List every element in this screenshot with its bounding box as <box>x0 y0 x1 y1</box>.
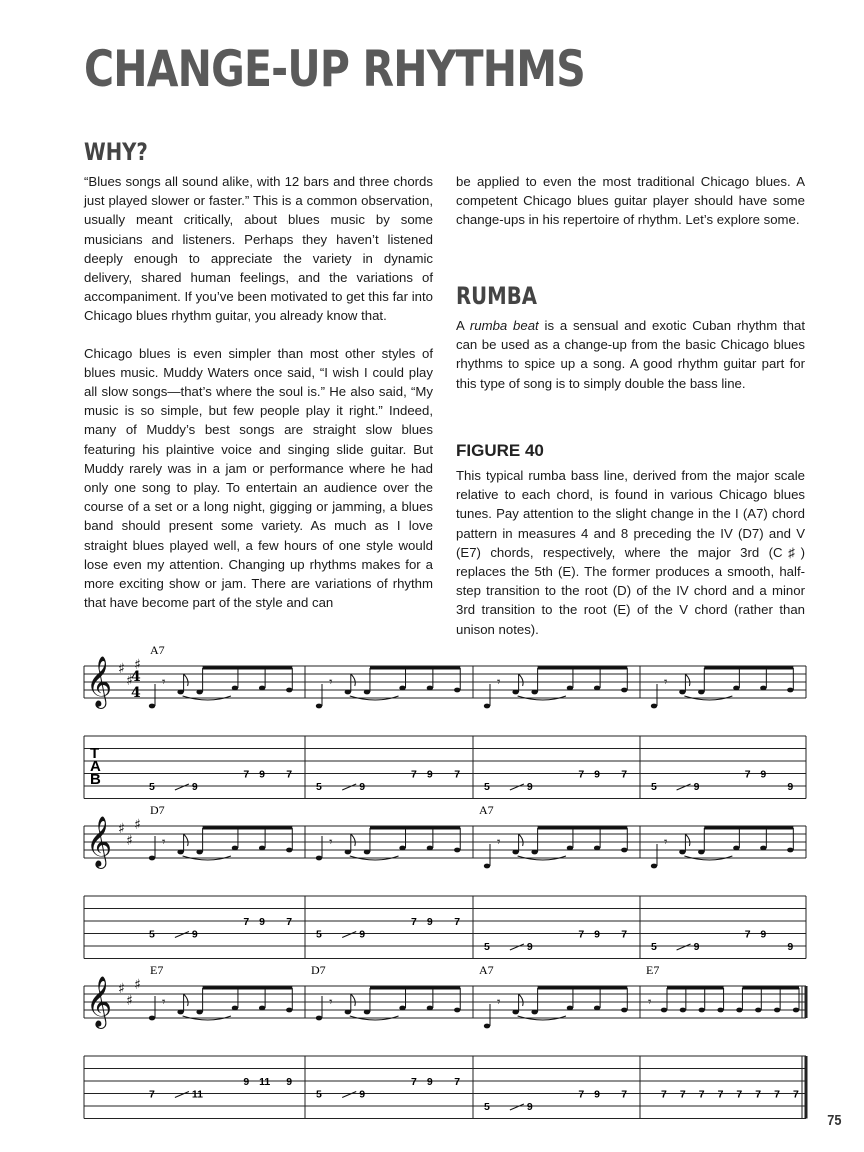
sharp-icon: ♯ <box>118 821 125 837</box>
tab-fret: 7 <box>411 1076 417 1088</box>
tab-fret: 9 <box>787 781 794 793</box>
eighth-rest-icon: 𝄾 <box>497 675 501 690</box>
tab-fret: 7 <box>774 1088 780 1101</box>
tab-fret: 5 <box>651 941 657 953</box>
chord-symbol: E7 <box>150 963 164 977</box>
tab-fret: 7 <box>578 768 585 781</box>
note-head <box>774 1008 780 1013</box>
note-head <box>259 846 265 851</box>
rumba-beat-term: rumba beat <box>469 318 539 333</box>
tab-fret: 9 <box>594 768 600 781</box>
eighth-rest-icon: 𝄾 <box>663 675 668 690</box>
note-head <box>232 846 238 851</box>
note-head <box>399 686 405 691</box>
chord-symbol: D7 <box>311 963 326 977</box>
tab-fret: 5 <box>316 1088 322 1101</box>
tab-fret: 7 <box>744 928 751 941</box>
eighth-rest-icon: 𝄾 <box>162 675 166 690</box>
sharp-icon: ♯ <box>134 817 141 833</box>
tab-fret: 7 <box>621 768 628 781</box>
slide-line <box>342 932 356 938</box>
tab-fret: 5 <box>484 941 490 953</box>
slide-line <box>677 944 691 950</box>
eighth-rest-icon: 𝄾 <box>497 995 501 1010</box>
note-head <box>196 850 202 855</box>
note-head <box>484 704 490 709</box>
sharp-icon: ♯ <box>126 993 133 1009</box>
note-head <box>316 856 322 861</box>
note-head <box>512 1010 518 1015</box>
note-flag <box>184 834 189 846</box>
note-flag <box>519 834 524 846</box>
tab-fret: 7 <box>454 768 461 781</box>
eighth-rest-icon: 𝄾 <box>648 995 652 1010</box>
tab-fret: 7 <box>621 1088 628 1101</box>
tab-fret: 9 <box>760 768 767 781</box>
slide-line <box>510 784 524 790</box>
slide-line <box>510 1104 524 1110</box>
note-head <box>177 690 183 695</box>
tab-fret: 7 <box>286 916 293 928</box>
note-head <box>733 846 739 851</box>
rumba-heading: RUMBA <box>456 282 537 310</box>
tab-letter: T <box>90 745 100 762</box>
chord-symbol: D7 <box>150 803 165 817</box>
tab-fret: 9 <box>526 781 533 793</box>
note-head <box>594 1006 600 1011</box>
note-head <box>679 850 685 855</box>
note-head <box>679 690 685 695</box>
tab-fret: 7 <box>243 768 250 781</box>
time-signature-top: 4 <box>131 669 141 685</box>
tab-fret: 9 <box>526 1101 533 1113</box>
tab-fret: 5 <box>484 1101 490 1113</box>
tab-fret: 9 <box>259 768 265 781</box>
sharp-icon: ♯ <box>118 661 125 677</box>
note-head <box>454 1008 460 1013</box>
tab-fret: 5 <box>484 781 490 793</box>
tab-fret: 9 <box>359 928 366 941</box>
note-head <box>454 688 460 693</box>
note-head <box>787 688 793 693</box>
note-head <box>286 1008 292 1013</box>
note-head <box>316 704 322 709</box>
note-head <box>149 1016 155 1021</box>
tab-fret: 7 <box>717 1088 724 1101</box>
note-head <box>345 850 351 855</box>
page-number: 75 <box>827 1112 842 1129</box>
slide-line <box>342 1092 356 1098</box>
tab-fret: 9 <box>594 1088 600 1101</box>
treble-clef-icon: 𝄞 <box>86 976 113 1027</box>
tab-fret: 9 <box>359 781 366 793</box>
note-head <box>567 846 573 851</box>
note-head <box>621 688 627 693</box>
slide-line <box>175 1092 189 1098</box>
tab-fret: 5 <box>316 781 322 793</box>
note-head <box>755 1008 761 1013</box>
note-head <box>484 1024 490 1029</box>
slide-line <box>175 932 189 938</box>
note-head <box>512 690 518 695</box>
treble-clef-icon: 𝄞 <box>86 816 113 867</box>
note-head <box>698 850 704 855</box>
note-head <box>594 686 600 691</box>
tab-fret: 9 <box>693 941 700 953</box>
tab-fret: 7 <box>578 928 585 941</box>
note-head <box>484 864 490 869</box>
note-head <box>651 864 657 869</box>
rumba-text-post: is a sensual and exotic Cuban rhythm that can be used as a change-up from the basic Chicago blues rhythms to spice up a song. A good rhythm guitar part for this type of song is to simply double the bass line. <box>456 318 805 391</box>
tab-fret: 5 <box>149 928 155 941</box>
tab-fret: 7 <box>679 1088 686 1101</box>
sharp-icon: ♯ <box>126 833 133 849</box>
note-head <box>567 1006 573 1011</box>
tab-fret: 7 <box>243 916 250 928</box>
note-head <box>594 846 600 851</box>
tab-fret: 9 <box>787 941 794 953</box>
eighth-rest-icon: 𝄾 <box>329 995 333 1010</box>
note-head <box>149 704 155 709</box>
tab-fret: 7 <box>621 928 628 941</box>
note-flag <box>184 994 189 1006</box>
note-head <box>736 1008 742 1013</box>
tab-fret: 9 <box>760 928 767 941</box>
note-head <box>232 1006 238 1011</box>
eighth-rest-icon: 𝄾 <box>329 835 333 850</box>
figure-paragraph: This typical rumba bass line, derived from the major scale relative to each chord, is found in various Chicago blues tunes. Pay attention to the slight change in the I (A7) chord pattern in measures 4 and 8 preceding the IV (D7) and V (E7) chords, respectively, where the major 3rd (C♯) replaces the 5th (E). The former produces a smooth, half-step transition to the root (D) of the IV chord and a minor 3rd transition to the root (E) of the V chord (rather than unison notes). <box>456 468 805 637</box>
eighth-rest-icon: 𝄾 <box>497 835 501 850</box>
note-head <box>232 686 238 691</box>
note-head <box>286 848 292 853</box>
note-head <box>427 1006 433 1011</box>
slide-line <box>175 784 189 790</box>
note-head <box>399 846 405 851</box>
eighth-rest-icon: 𝄾 <box>162 995 166 1010</box>
note-flag <box>519 674 524 686</box>
note-head <box>364 850 370 855</box>
note-head <box>364 690 370 695</box>
note-head <box>427 686 433 691</box>
tab-fret: 9 <box>286 1076 293 1088</box>
tab-fret: 11 <box>191 1088 204 1101</box>
sharp-icon: ♯ <box>134 977 141 993</box>
note-head <box>661 1008 667 1013</box>
why-paragraph-1: “Blues songs all sound alike, with 12 bars and three chords just played slower or faster.” This is a common observation, usually meant critically, about blues music by some musicians and listeners. Perhaps they haven’t listened deeply enough to appreciate the variety in dynamic delivery, shared human feelings, and the variations of accompaniment. If you’ve been motivated to get this far into Chicago blues rhythm guitar, you already know that. <box>84 174 433 324</box>
note-head <box>651 704 657 709</box>
note-head <box>733 686 739 691</box>
note-head <box>512 850 518 855</box>
slide-line <box>510 944 524 950</box>
tab-fret: 7 <box>755 1088 762 1101</box>
eighth-rest-icon: 𝄾 <box>162 835 166 850</box>
tab-fret: 9 <box>259 916 265 928</box>
note-head <box>680 1008 686 1013</box>
tab-fret: 9 <box>426 916 433 928</box>
note-head <box>621 848 627 853</box>
note-head <box>399 1006 405 1011</box>
tab-fret: 9 <box>693 781 700 793</box>
tab-fret: 9 <box>359 1088 366 1101</box>
note-flag <box>685 674 690 686</box>
note-head <box>454 848 460 853</box>
note-head <box>787 848 793 853</box>
note-head <box>259 686 265 691</box>
tab-fret: 7 <box>411 768 417 781</box>
tab-fret: 9 <box>426 1076 433 1088</box>
note-flag <box>351 994 356 1006</box>
note-flag <box>685 834 690 846</box>
note-head <box>177 850 183 855</box>
note-flag <box>184 674 189 686</box>
rumba-text-pre: A <box>456 318 470 333</box>
chord-symbol: A7 <box>479 803 494 817</box>
note-head <box>316 1016 322 1021</box>
note-flag <box>351 834 356 846</box>
page-title: CHANGE-UP RHYTHMS <box>84 40 585 98</box>
chord-symbol: A7 <box>150 643 165 657</box>
tab-fret: 7 <box>744 768 751 781</box>
tab-fret: 9 <box>526 941 533 953</box>
why-heading: WHY? <box>84 138 148 166</box>
note-head <box>531 1010 537 1015</box>
note-head <box>760 686 766 691</box>
note-head <box>427 846 433 851</box>
tab-fret: 5 <box>149 781 155 793</box>
note-head <box>177 1010 183 1015</box>
eighth-rest-icon: 𝄾 <box>663 835 668 850</box>
time-signature-bottom: 4 <box>131 685 141 701</box>
note-head <box>760 846 766 851</box>
slide-line <box>342 784 356 790</box>
tab-fret: 7 <box>793 1088 799 1101</box>
tab-fret: 7 <box>661 1088 667 1101</box>
sharp-icon: ♯ <box>134 657 141 673</box>
note-head <box>793 1008 799 1013</box>
note-head <box>621 1008 627 1013</box>
note-head <box>149 856 155 861</box>
tab-fret: 9 <box>191 928 198 941</box>
tab-fret: 5 <box>316 928 322 941</box>
tab-fret: 9 <box>426 768 433 781</box>
tab-fret: 9 <box>594 928 600 941</box>
note-head <box>286 688 292 693</box>
note-flag <box>519 994 524 1006</box>
eighth-rest-icon: 𝄾 <box>329 675 333 690</box>
note-head <box>531 850 537 855</box>
note-head <box>699 1008 705 1013</box>
chord-symbol: A7 <box>479 963 494 977</box>
tab-fret: 7 <box>286 768 293 781</box>
tab-fret: 9 <box>191 781 198 793</box>
tab-fret: 7 <box>736 1088 743 1101</box>
tab-fret: 9 <box>243 1076 250 1088</box>
note-head <box>531 690 537 695</box>
note-head <box>345 1010 351 1015</box>
tab-fret: 7 <box>454 916 461 928</box>
note-head <box>196 1010 202 1015</box>
tab-fret: 7 <box>578 1088 585 1101</box>
note-head <box>364 1010 370 1015</box>
note-head <box>259 1006 265 1011</box>
tab-letter: B <box>90 771 101 788</box>
chord-symbol: E7 <box>646 963 660 977</box>
why-paragraph-3: be applied to even the most traditional Chicago blues. A competent Chicago blues guitar player should have some change-ups in his repertoire of rhythm. Let’s explore some. <box>456 174 805 228</box>
tab-fret: 7 <box>454 1076 461 1088</box>
note-head <box>345 690 351 695</box>
treble-clef-icon: 𝄞 <box>86 656 113 707</box>
tab-fret: 7 <box>698 1088 705 1101</box>
note-flag <box>351 674 356 686</box>
tab-fret: 7 <box>149 1088 155 1101</box>
note-head <box>717 1008 723 1013</box>
tab-fret: 11 <box>259 1076 271 1088</box>
sharp-icon: ♯ <box>126 673 133 689</box>
sharp-icon: ♯ <box>118 981 125 997</box>
why-paragraph-2: Chicago blues is even simpler than most other styles of blues music. Muddy Waters once said, “I wish I could play all slow songs—that’s where the soul is.” He also said, “My music is so simple, but few people play it right.” Indeed, many of Muddy’s best songs are straight slow blues featuring his plaintive voice and singing slide guitar. But Muddy rarely was in a jam or performance where he had only one song to play. To entertain an audience over the course of a set or a long night, gigging or jamming, a blues band should present some variety. As much as I love straight blues played well, a few hours of one style would lose even my attention. Changing up rhythms makes for a more exciting show or jam. There are variations of rhythm that have become part of the style and can <box>84 345 433 611</box>
note-head <box>196 690 202 695</box>
note-head <box>698 690 704 695</box>
tab-fret: 5 <box>651 781 657 793</box>
tab-letter: A <box>90 758 101 775</box>
tab-fret: 7 <box>411 916 417 928</box>
figure-heading: FIGURE 40 <box>456 441 544 460</box>
slide-line <box>677 784 691 790</box>
note-head <box>567 686 573 691</box>
